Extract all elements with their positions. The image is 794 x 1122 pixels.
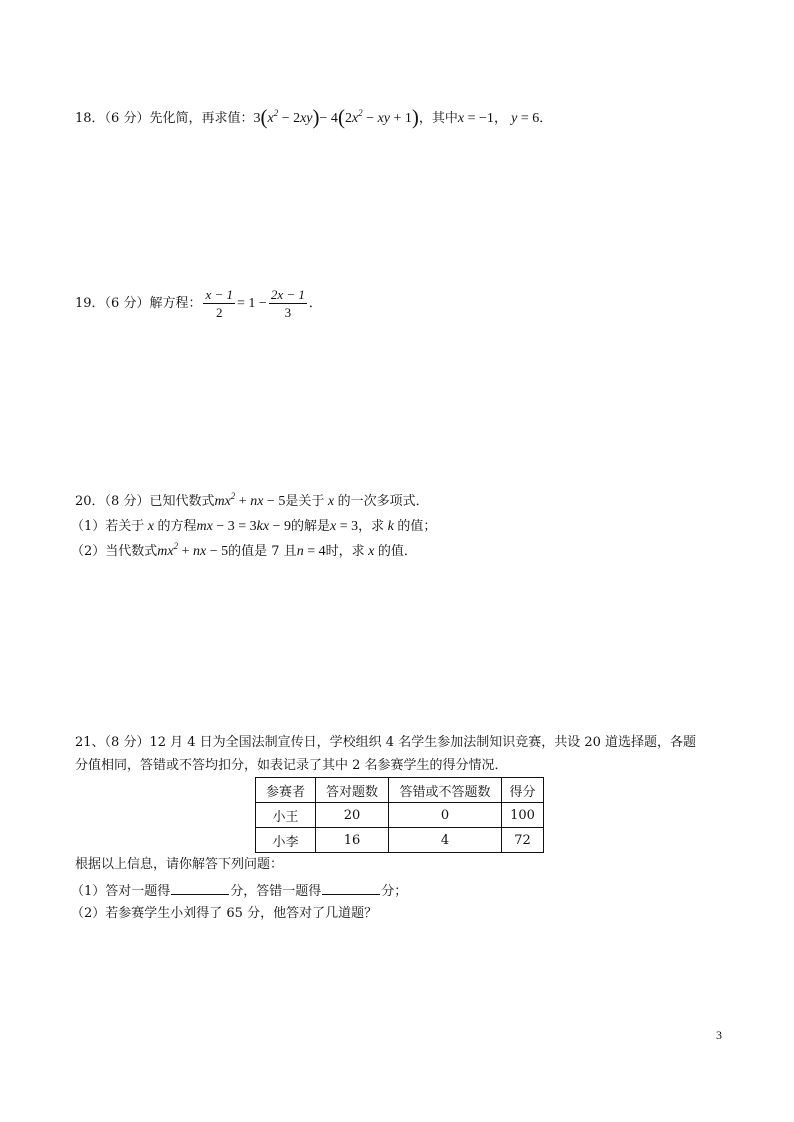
part-text: 的值是 7 且: [228, 544, 297, 559]
var-x: x: [327, 494, 335, 509]
question-21-part-2: [71, 904, 377, 924]
table-header: 答对题数: [316, 778, 389, 803]
part-text: 时，求: [325, 544, 365, 559]
question-score: （6 分）: [104, 296, 150, 311]
end-mark: ．: [308, 296, 322, 311]
question-text: 解方程：: [149, 296, 202, 311]
condition-n: n = 4: [296, 544, 326, 559]
table-cell: 小王: [256, 803, 316, 828]
expression: $3(x^2 - 2xy)- 4(2x^2$ − xy + 1): [253, 105, 419, 129]
separator: ，: [493, 111, 507, 126]
part-text: ，求: [358, 519, 385, 534]
condition-y: y = 6: [511, 111, 540, 126]
var-k: k: [387, 519, 394, 534]
solution: x = 3: [330, 519, 359, 534]
question-text: 的一次多项式．: [337, 494, 429, 509]
question-21-line-2: [75, 756, 508, 776]
question-18: [75, 107, 552, 129]
answer-blank-correct[interactable]: [171, 880, 229, 895]
table-cell: 20: [316, 803, 389, 828]
equation: mx − 3 = 3kx − 9: [196, 519, 291, 534]
question-text: 已知代数式: [149, 494, 215, 509]
question-20: [75, 492, 429, 512]
question-number: 21、: [75, 735, 105, 750]
var-x: x: [147, 519, 154, 534]
table-cell: 100: [502, 803, 544, 828]
part-text: 分，答错一题得: [230, 884, 322, 899]
score-table: [255, 777, 544, 853]
table-header: 答错或不答题数: [389, 778, 502, 803]
equation-middle: = 1 −: [237, 296, 267, 311]
prompt-text: 根据以上信息，请你解答下列问题：: [75, 857, 284, 872]
question-21: [75, 733, 696, 753]
table-header-row: [256, 778, 544, 803]
table-cell: 16: [316, 828, 389, 853]
question-21-prompt: [75, 855, 283, 875]
question-text: 分值相同，答错或不答均扣分，如表记录了其中 2 名参赛学生的得分情况．: [75, 758, 508, 773]
part-text: 的解是: [290, 519, 330, 534]
question-21-part-1: [71, 880, 407, 902]
expression: $mx^2$ + nx − 5: [214, 491, 286, 509]
table-cell: 小李: [256, 828, 316, 853]
page-number: 3: [716, 1028, 722, 1042]
question-number: 19．: [75, 296, 105, 311]
question-text: 先化简，再求值：: [149, 111, 254, 126]
table-header: 得分: [502, 778, 544, 803]
table-row: [256, 803, 544, 828]
part-text: （1）若关于: [71, 519, 145, 534]
part-text: （1）答对一题得: [71, 884, 171, 899]
fraction-left: $\frac{x - 1}{2}$: [205, 287, 234, 320]
part-text: （2）当代数式: [71, 544, 158, 559]
table-cell: 72: [502, 828, 544, 853]
table-cell: 0: [389, 803, 502, 828]
var-x: x: [368, 544, 375, 559]
table-header: 参赛者: [256, 778, 316, 803]
answer-blank-wrong[interactable]: [322, 880, 380, 895]
part-text: 的方程: [157, 519, 197, 534]
question-20-part-2: [71, 542, 417, 562]
condition-x: x = −1: [457, 111, 494, 126]
question-score: （8 分）: [104, 494, 150, 509]
question-score: （8 分）: [104, 735, 150, 750]
table-cell: 4: [389, 828, 502, 853]
part-text: （2）若参赛学生小刘得了 65 分，他答对了几道题？: [71, 906, 378, 921]
question-text: 是关于: [285, 494, 325, 509]
table-row: [256, 828, 544, 853]
question-number: 18．: [75, 111, 105, 126]
end-mark: ．: [539, 111, 553, 126]
question-number: 20．: [75, 494, 105, 509]
question-score: （6 分）: [104, 111, 150, 126]
part-text: 的值．: [377, 544, 417, 559]
question-text: 12 月 4 日为全国法制宣传日，学校组织 4 名学生参加法制知识竞赛，共设 20 道选择题，各题: [149, 735, 697, 750]
condition-prefix: ，其中: [418, 111, 458, 126]
part-text: 分；: [381, 884, 408, 899]
expression: $mx^2$ + nx − 5: [157, 541, 229, 559]
question-20-part-1: [71, 517, 436, 537]
part-text: 的值；: [397, 519, 437, 534]
fraction-right: $\frac{2x - 1}{3}$: [270, 287, 305, 320]
question-19: [75, 285, 322, 323]
